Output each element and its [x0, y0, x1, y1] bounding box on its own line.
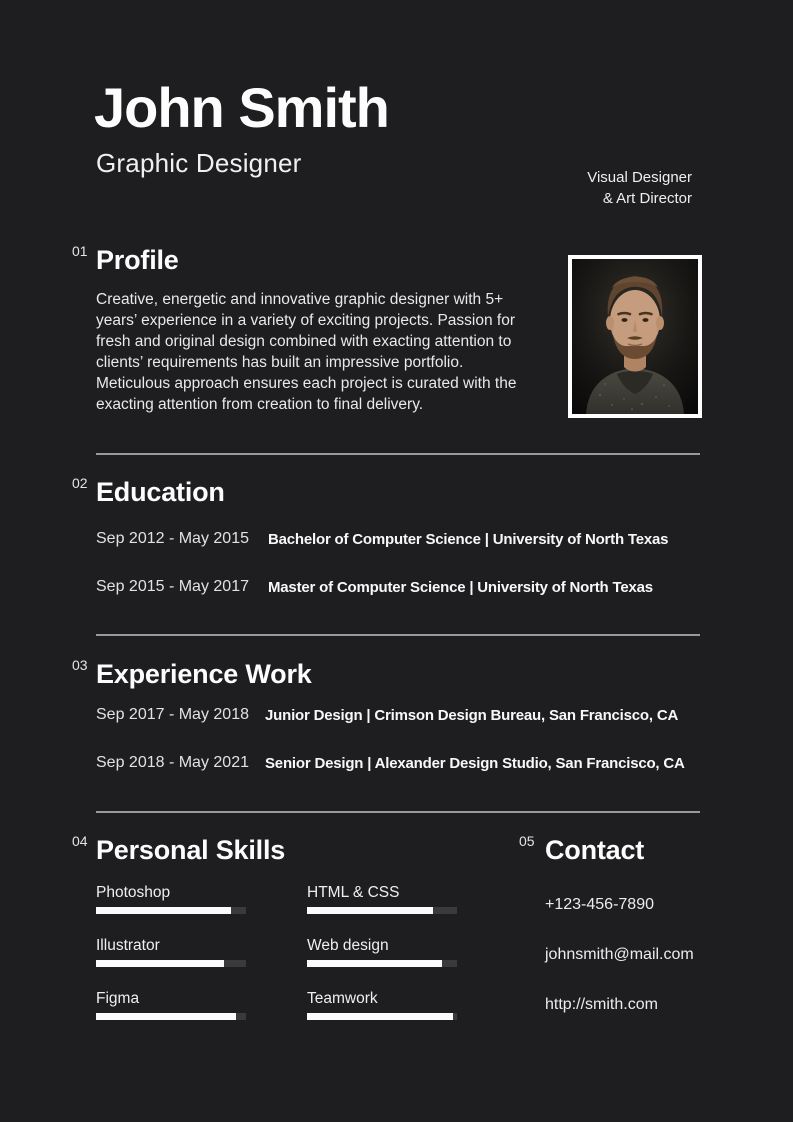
skill-bar-fill [307, 1013, 453, 1020]
skill-bar-fill [96, 1013, 236, 1020]
skill-label: Figma [96, 990, 140, 1007]
experience-section-number: 03 [72, 657, 88, 673]
contact-website: http://smith.com [545, 996, 658, 1013]
skill-item [96, 990, 248, 1020]
profile-photo [568, 255, 702, 418]
skill-bar-fill [96, 907, 231, 914]
skill-item [307, 884, 459, 914]
experience-dates: Sep 2017 - May 2018 [96, 706, 249, 723]
skill-bar [96, 960, 246, 967]
experience-detail: Junior Design | Crimson Design Bureau, San Francisco, CA [265, 707, 679, 724]
skills-section-heading: Personal Skills [96, 835, 286, 865]
skill-label: Photoshop [96, 884, 171, 901]
experience-row [96, 753, 776, 774]
education-detail: Bachelor of Computer Science | University of North Texas [268, 531, 669, 548]
section-divider [96, 634, 700, 636]
experience-row [96, 705, 776, 726]
education-detail: Master of Computer Science | University of North Texas [268, 579, 653, 596]
contact-email: johnsmith@mail.com [545, 946, 694, 963]
contact-section-number: 05 [519, 833, 535, 849]
skill-label: Web design [307, 937, 389, 954]
profile-section-number: 01 [72, 243, 88, 259]
education-dates: Sep 2015 - May 2017 [96, 578, 249, 595]
skill-bar-fill [307, 960, 442, 967]
contact-section-heading: Contact [545, 835, 645, 865]
skill-label: Teamwork [307, 990, 378, 1007]
contact-list [545, 896, 694, 1046]
skill-item [307, 937, 459, 967]
job-title: Graphic Designer [96, 148, 302, 178]
experience-dates: Sep 2018 - May 2021 [96, 754, 249, 771]
skill-item [96, 937, 248, 967]
profile-section-heading: Profile [96, 245, 179, 275]
education-row [96, 529, 776, 550]
skill-bar [307, 1013, 457, 1020]
skill-item [307, 990, 459, 1020]
education-row [96, 577, 776, 598]
skills-column-right [307, 884, 459, 1043]
skill-bar [307, 907, 457, 914]
skills-column-left [96, 884, 248, 1043]
skills-section-number: 04 [72, 833, 88, 849]
education-section-heading: Education [96, 477, 225, 507]
education-section-number: 02 [72, 475, 88, 491]
person-name: John Smith [94, 76, 389, 139]
profile-summary: Creative, energetic and innovative graphic designer with 5+ years’ experience in a variety of exciting projects. Passion for fresh and original design combined with exacting attention to clients’ requirements has built an impressive portfolio. Meticulous approach ensures each project is curated with the exacting attention from creation to final delivery. [96, 291, 517, 413]
skill-label: Illustrator [96, 937, 160, 954]
tagline-line-1: Visual Designer [587, 169, 692, 186]
section-divider [96, 811, 700, 813]
tagline-line-2: & Art Director [602, 190, 692, 207]
experience-detail: Senior Design | Alexander Design Studio, San Francisco, CA [265, 755, 685, 772]
section-divider [96, 453, 700, 455]
skill-bar-fill [96, 960, 224, 967]
portrait-illustration [572, 259, 698, 414]
skill-bar [307, 960, 457, 967]
skill-label: HTML & CSS [307, 884, 400, 901]
skill-bar-fill [307, 907, 433, 914]
contact-phone: +123-456-7890 [545, 896, 654, 913]
experience-section-heading: Experience Work [96, 659, 312, 689]
skill-bar [96, 1013, 246, 1020]
skill-item [96, 884, 248, 914]
tagline [587, 167, 692, 209]
skill-bar [96, 907, 246, 914]
education-dates: Sep 2012 - May 2015 [96, 530, 249, 547]
